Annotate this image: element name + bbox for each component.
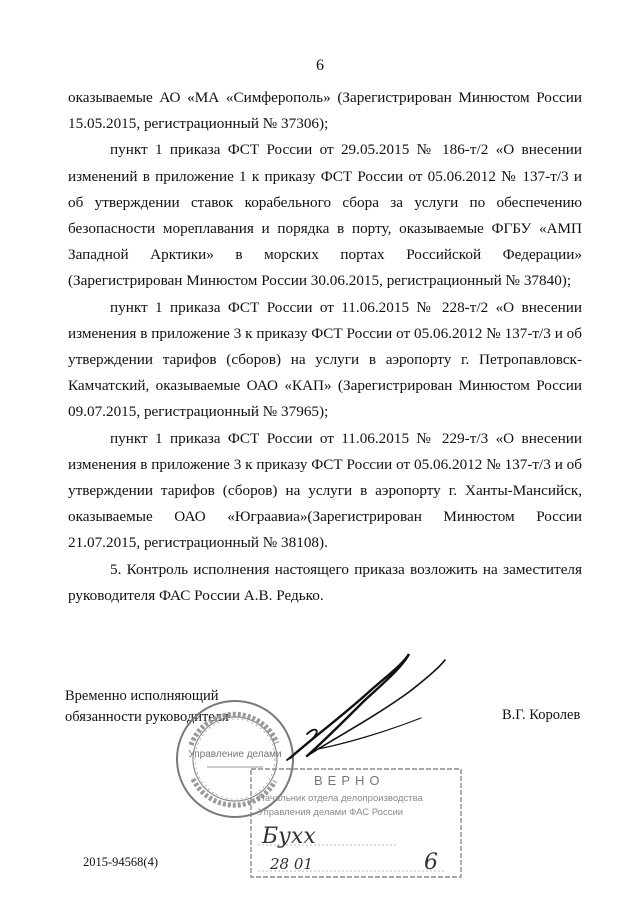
stamp-line1: Начальник отдела делопроизводства bbox=[258, 793, 423, 804]
paragraph: пункт 1 приказа ФСТ России от 11.06.2015 № 229-т/3 «О внесении изменения в приложение 3 к приказу ФСТ России от 05.06.2012 № 137-т/3 и об утверждении тарифов (сборов) на услуги в аэропорту г. Ханты-Мансийск, оказываемые ОАО «Юграавиа»(Зарегистрирован Минюстом России 21.07.2015, регистрационный № 38108). bbox=[68, 429, 582, 552]
document-code: 2015-94568(4) bbox=[83, 855, 158, 869]
stamp-title: ВЕРНО bbox=[314, 773, 385, 788]
paragraph: оказываемые АО «МА «Симферополь» (Зарегистрирован Минюстом России 15.05.2015, регистрационный № 37306); bbox=[68, 89, 582, 133]
round-seal-text: Управление делами bbox=[188, 749, 282, 760]
paragraph: 5. Контроль исполнения настоящего приказа возложить на заместителя руководителя ФАС России А.В. Редько. bbox=[68, 560, 582, 604]
stamp-handwritten-surname: Бухх bbox=[262, 824, 316, 849]
page-number: 6 bbox=[316, 57, 324, 74]
signer-position-line1: Временно исполняющий bbox=[65, 688, 219, 704]
stamp-handwritten-date: 28 01 bbox=[270, 855, 313, 873]
paragraph: пункт 1 приказа ФСТ России от 29.05.2015 № 186-т/2 «О внесении изменений в приложение 1 к приказу ФСТ России от 05.06.2012 № 137-т/3 и об утверждении ставок корабельного сбора за услуги по обеспечению безопасности мореплавания и порядка в порту, оказываемые ФГБУ «АМП Западной Арктики» в морских портах Российской Федерации» (Зарегистрирован Минюстом России 30.06.2015, регистрационный № 37840); bbox=[68, 141, 582, 290]
signer-position-line2: обязанности руководителя bbox=[65, 709, 229, 725]
signer-name: В.Г. Королев bbox=[502, 707, 581, 723]
paragraph: пункт 1 приказа ФСТ России от 11.06.2015 № 228-т/2 «О внесении изменения в приложение 3 к приказу ФСТ России от 05.06.2012 № 137-т/3 и об утверждении тарифов (сборов) на услуги в аэропорту г. Петропавловск-Камчатский, оказываемые ОАО «КАП» (Зарегистрирован Минюстом России 09.07.2015, регистрационный № 37965); bbox=[68, 298, 582, 421]
stamp-handwritten-sheets: 6 bbox=[424, 850, 438, 875]
handwritten-signature-icon bbox=[195, 640, 455, 800]
document-body bbox=[68, 85, 582, 609]
stamp-line2: Управления делами ФАС России bbox=[258, 807, 404, 818]
